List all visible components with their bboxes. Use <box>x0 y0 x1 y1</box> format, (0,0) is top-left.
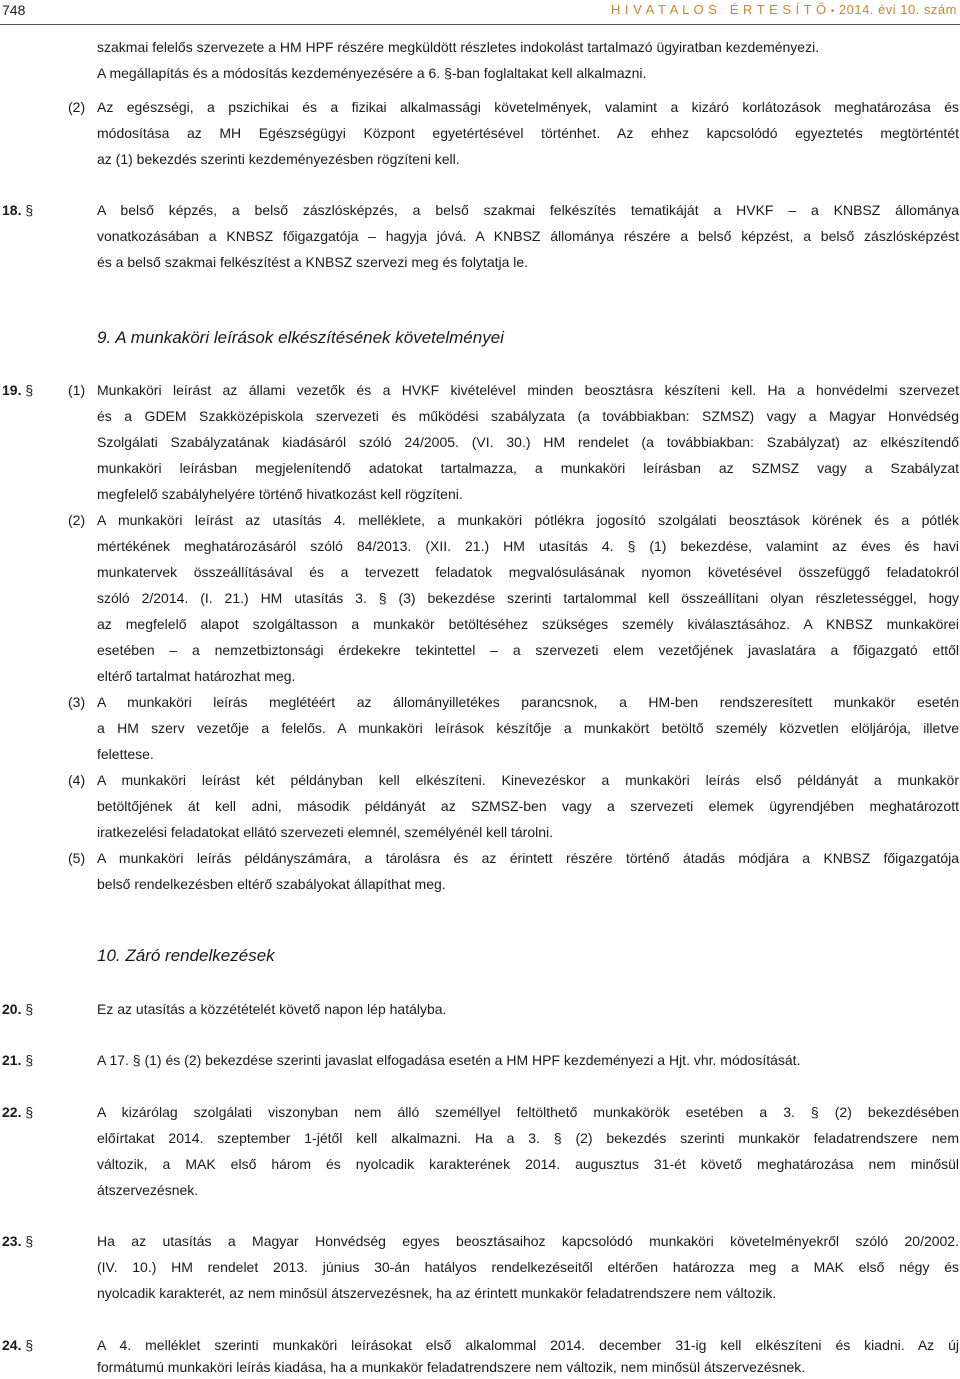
text-line: A munkaköri leírást két példányban kell elkészíteni. Kinevezéskor a munkaköri leírás első példányát a munkakör <box>97 772 959 788</box>
section-sign: § <box>25 202 34 218</box>
text-line: vonatkozásában a KNBSZ főigazgatója – hagyja jóvá. A KNBSZ állománya részére a belső képzést, a belső zászlósképzést <box>97 228 959 244</box>
text-line: A 4. melléklet szerinti munkaköri leírásokat első alkalommal 2014. december 31-ig kell elkészíteni és kiadni. Az új <box>97 1337 959 1353</box>
text-line: átszervezésnek. <box>97 1182 199 1198</box>
text-line: Szolgálati Szabályzatának kiadásáról szóló 24/2005. (VI. 30.) HM rendelet (a továbbiakban: Szabályzat) az elkészítendő <box>97 434 959 450</box>
text-line: formátumú munkaköri leírás kiadása, ha a munkakör feladatrendszere nem változik, nem minősül átszervezésnek. <box>97 1359 806 1375</box>
section-number-21 <box>2 1050 33 1070</box>
text-line: Az egészségi, a pszichikai és a fizikai alkalmassági követelmények, valamint a kizáró korlátozások meghatározása és <box>97 99 959 115</box>
text-line: betöltőjének át kell adni, második példányát az SZMSZ-ben vagy a szervezeti elemek ügyrendjében meghatározott <box>97 798 959 814</box>
section-sign: § <box>25 1337 34 1353</box>
section-num: 21. <box>2 1052 22 1068</box>
text-line: A munkaköri leírás példányszámára, a tárolásra és az érintett részére történő átadás módjára a KNBSZ főigazgatója <box>97 850 959 866</box>
text-line: változik, a MAK első három és nyolcadik karakterének 2014. augusztus 31-ét követő meghatározása nem minősül <box>97 1156 959 1172</box>
text-line: nyolcadik karakterét, az nem minősül átszervezésnek, ha az érintett munkakör feladatrendszere nem változik. <box>97 1285 777 1301</box>
section-sign: § <box>25 1052 34 1068</box>
text-line: esetében – a nemzetbiztonsági érdekekre tekintettel – a szervezeti elem vezetőjének javaslatára a főigazgató ettől <box>97 642 959 658</box>
issue-label: 2014. évi 10. szám <box>838 2 957 17</box>
text-line: belső rendelkezésben eltérő szabályokat állapíthat meg. <box>97 876 446 892</box>
running-title <box>611 2 957 17</box>
section-num: 22. <box>2 1104 22 1120</box>
section-sign: § <box>25 1104 34 1120</box>
text-line: A munkaköri leírást az utasítás 4. melléklete, a munkaköri pótlékra jogosító szolgálati beosztások körének és a pótlék <box>97 512 959 528</box>
text-line: Munkaköri leírást az állami vezetők és a HVKF kivételével minden beosztásra készíteni kell. Ha a honvédelmi szervezet <box>97 382 959 398</box>
intro-line: szakmai felelős szervezete a HM HPF részére megküldött részletes indokolást tartalmazó ügyiratban kezdeményezi. <box>97 39 820 55</box>
section-number-22 <box>2 1102 33 1122</box>
text-line: Ez az utasítás a közzétételét követő napon lép hatályba. <box>97 1001 447 1017</box>
chapter-heading-9: 9. A munkaköri leírások elkészítésének követelményei <box>97 328 504 347</box>
section-num: 18. <box>2 202 22 218</box>
section-num: 24. <box>2 1337 22 1353</box>
paragraph-marker: (2) <box>68 99 86 115</box>
text-line: és a belső szakmai felkészítést a KNBSZ szervezi meg és folytatja le. <box>97 254 529 270</box>
section-num: 20. <box>2 1001 22 1017</box>
text-line: megfelelő szabályhelyére történő hivatkozást kell rögzíteni. <box>97 486 463 502</box>
text-line: munkatervek összeállításával és a tervezett feladatok megvalósulásának nyomon követésével összefüggő feladatokról <box>97 564 959 580</box>
intro-line: A megállapítás és a módosítás kezdeményezésére a 6. §-ban foglaltakat kell alkalmazni. <box>97 65 647 81</box>
paragraph-marker: (1) <box>68 382 86 398</box>
section-num: 19. <box>2 382 22 398</box>
publication-name: H I V A T A L O S É R T E S Í T Ő <box>610 2 827 17</box>
paragraph-marker: (5) <box>68 850 86 866</box>
text-line: A belső képzés, a belső zászlósképzés, a belső szakmai felkészítés tematikáját a HVKF – a KNBSZ állománya <box>97 202 959 218</box>
section-number-19 <box>2 380 33 400</box>
title-bullet: • <box>830 6 835 17</box>
text-line: A 17. § (1) és (2) bekezdése szerinti javaslat elfogadása esetén a HM HPF kezdeményezi a Hjt. vhr. módosítását. <box>97 1052 801 1068</box>
section-number-20 <box>2 999 33 1019</box>
text-line: módosítása az MH Egészségügyi Központ egyetértésével történhet. Az ehhez kapcsolódó egyeztetés megtörténtét <box>97 125 959 141</box>
section-num: 23. <box>2 1233 22 1249</box>
text-line: eltérő tartalmat határozhat meg. <box>97 668 296 684</box>
header-rule <box>0 24 960 25</box>
text-line: szóló 2/2014. (I. 21.) HM utasítás 3. § (3) bekezdése szerinti tartalommal kell összeállítani olyan részletességgel, hogy <box>97 590 959 606</box>
text-line: (IV. 10.) HM rendelet 2013. június 30-án hatályos rendelkezéseitől eltérően határozza meg a MAK első négy és <box>97 1259 959 1275</box>
text-line: mértékének meghatározásáról szóló 84/2013. (XII. 21.) HM utasítás 4. § (1) bekezdése, valamint az éves és havi <box>97 538 959 554</box>
section-sign: § <box>25 1001 34 1017</box>
section-number-24 <box>2 1335 33 1355</box>
text-line: a HM szerv vezetője a felelős. A munkaköri leírások készítője a munkakört betöltő személy közvetlen elöljárója, illetve <box>97 720 959 736</box>
page-number: 748 <box>2 2 26 18</box>
section-number-23 <box>2 1231 33 1251</box>
text-line: felettese. <box>97 746 154 762</box>
paragraph-marker: (2) <box>68 512 86 528</box>
text-line: iratkezelési feladatokat ellátó szervezeti elemnél, személyénél kell tárolni. <box>97 824 553 840</box>
section-number-18 <box>2 200 33 220</box>
page-header <box>0 0 960 26</box>
paragraph-marker: (4) <box>68 772 86 788</box>
text-line: az (1) bekezdés szerinti kezdeményezésben rögzíteni kell. <box>97 151 460 167</box>
text-line: A munkaköri leírás meglétéért az állományilletékes parancsnok, a HM-ben rendszeresített munkakör esetén <box>97 694 959 710</box>
text-line: előírtakat 2014. szeptember 1-jétől kell alkalmazni. Ha a 3. § (2) bekezdés szerinti munkakör feladatrendszere nem <box>97 1130 959 1146</box>
text-line: munkaköri leírásban megjelenítendő adatokat tartalmazza, a munkaköri leírásban az SZMSZ vagy a Szabályzat <box>97 460 959 476</box>
paragraph-marker: (3) <box>68 694 86 710</box>
chapter-heading-10: 10. Záró rendelkezések <box>97 946 275 965</box>
text-line: az megfelelő alapot szolgáltasson a munkakör betöltéséhez szükséges személy kiválasztásához. A KNBSZ munkakörei <box>97 616 959 632</box>
section-sign: § <box>25 382 34 398</box>
section-sign: § <box>25 1233 34 1249</box>
text-line: Ha az utasítás a Magyar Honvédség egyes beosztásaihoz kapcsolódó munkaköri követelményekről szóló 20/2002. <box>97 1233 959 1249</box>
text-line: A kizárólag szolgálati viszonyban nem álló személlyel feltölthető munkakörök esetében a 3. § (2) bekezdésében <box>97 1104 959 1120</box>
text-line: és a GDEM Szakközépiskola szervezeti és működési szabályzata (a továbbiakban: SZMSZ) vagy a Magyar Honvédség <box>97 408 959 424</box>
